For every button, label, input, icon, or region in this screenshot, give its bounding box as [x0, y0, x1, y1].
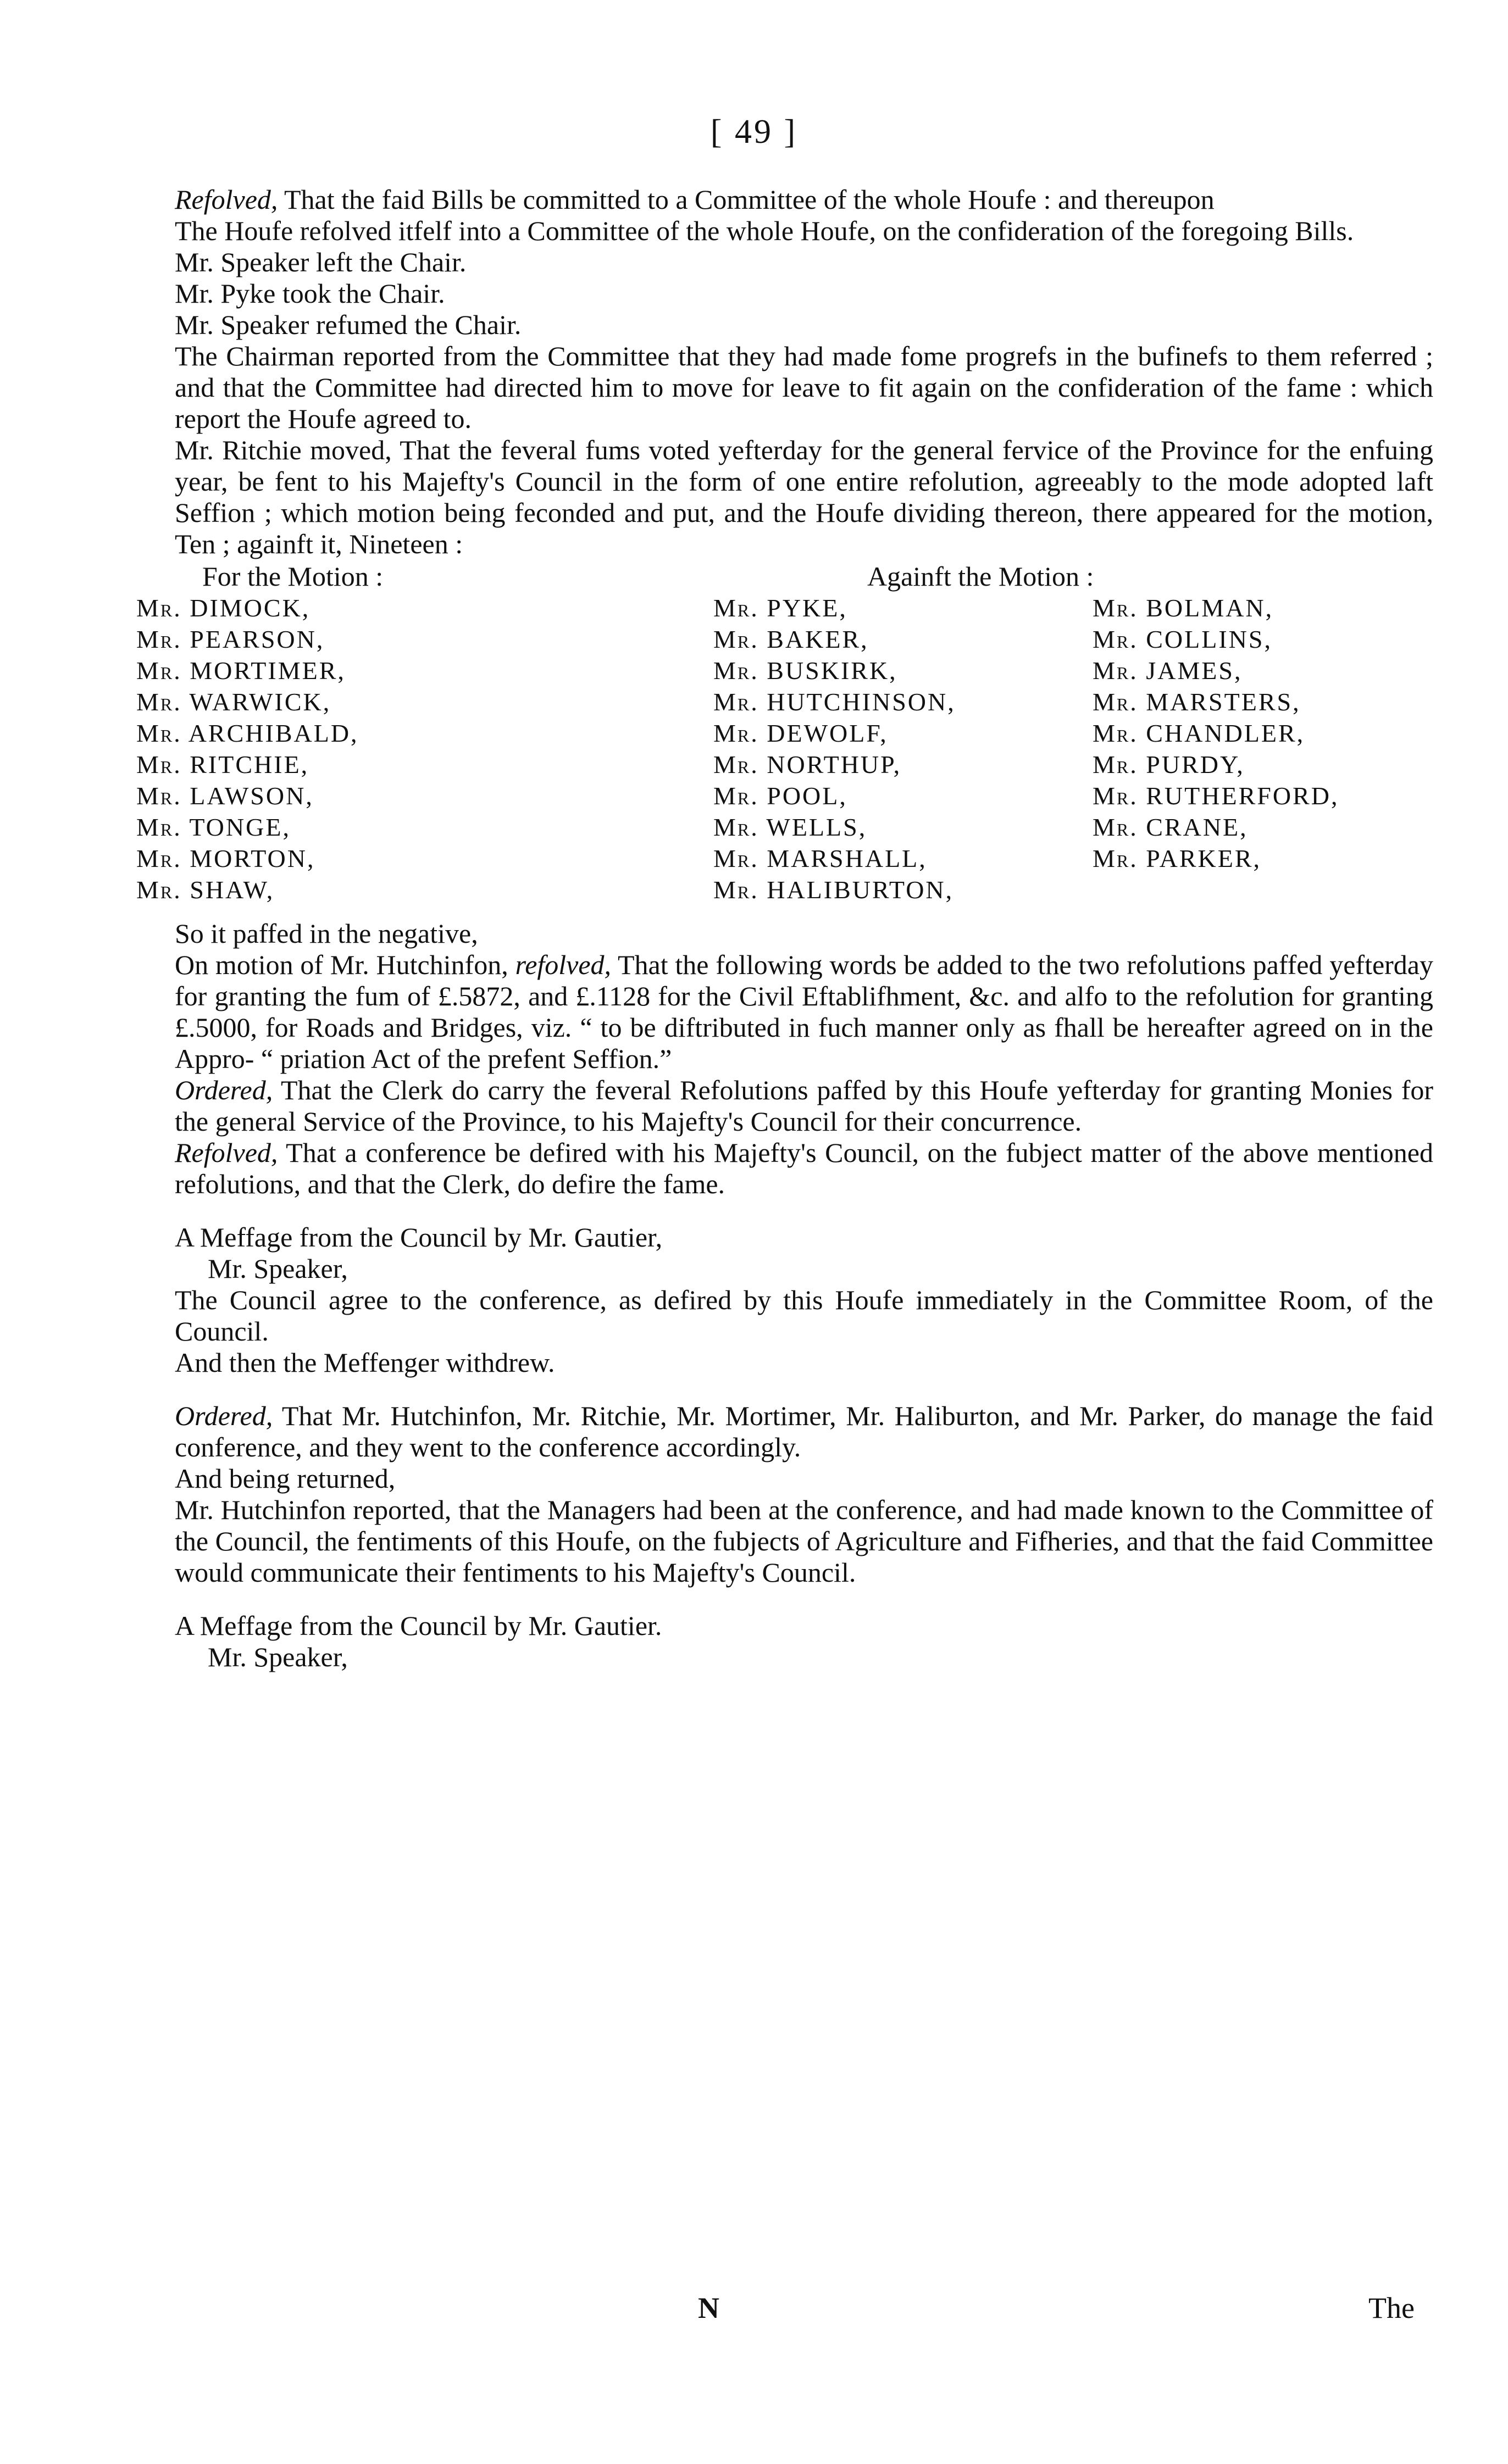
member-name: Mr. HALIBURTON, [713, 876, 954, 904]
paragraph [136, 1222, 1433, 1253]
member-name: Mr. WELLS, [713, 813, 867, 841]
member-name: Mr. WARWICK, [136, 688, 331, 716]
paragraph [136, 1284, 1433, 1347]
paragraph-text: Mr. Speaker left the Chair. [175, 247, 467, 277]
member-name: Mr. MARSTERS, [1093, 688, 1301, 716]
paragraph [136, 1253, 1433, 1284]
member-name: Mr. MARSHALL, [713, 844, 927, 872]
member-name: Mr. RUTHERFORD, [1093, 782, 1339, 810]
for-heading: For the Motion : [202, 561, 384, 592]
member-name: Mr. CRANE, [1093, 813, 1248, 841]
paragraph-text: That a conference be defired with his Majefty's Council, on the fubject matter of the above mentioned refolutions, and that the Clerk, do defire the fame. [175, 1137, 1433, 1199]
member-name: Mr. HUTCHINSON, [713, 688, 956, 716]
paragraph-text: That Mr. Hutchinfon, Mr. Ritchie, Mr. Mortimer, Mr. Haliburton, and Mr. Parker, do manage the faid conference, and they went to the conference accordingly. [175, 1400, 1433, 1462]
paragraph-emphasis: Refolved, [175, 1137, 278, 1168]
paragraph-text: Mr. Pyke took the Chair. [175, 278, 445, 309]
against-heading: Againft the Motion : [867, 561, 1094, 592]
paragraph-text: Mr. Speaker, [208, 1253, 348, 1284]
paragraph [136, 1137, 1433, 1200]
paragraph [136, 1347, 1433, 1378]
paragraph-text: Mr. Speaker refumed the Chair. [175, 309, 522, 340]
paragraph-text: That the Clerk do carry the feveral Refolutions paffed by this Houfe yefterday for granting Monies for the general Service of the Province, to his Majefty's Council for their concurrence. [175, 1075, 1433, 1137]
paragraph-text: And then the Meffenger withdrew. [175, 1347, 555, 1378]
member-name: Mr. RITCHIE, [136, 750, 309, 778]
paragraph-emphasis: Ordered, [175, 1075, 273, 1105]
paragraph-text: The Chairman reported from the Committee that they had made fome progrefs in the bufinefs to them referred ; and that the Committee had directed him to move for leave to fit again on the confideration of the fame : which report the Houfe agreed to. [175, 341, 1433, 434]
member-name: Mr. TONGE, [136, 813, 291, 841]
paragraph [136, 247, 1433, 278]
page-footer [0, 2291, 1508, 2329]
paragraph-text: That the following words be added to the two refolutions paffed yefterday for granting the fum of £.5872, and £.1128 for the Civil Eftablifhment, &c. and alfo to the refolution for granting £.5000, for Roads and Bridges, viz. “ to be diftributed in fuch manner only as fhall be hereafter agreed on in the Appro- “ priation Act of the prefent Seffion.” [175, 949, 1433, 1074]
paragraph-text: A Meffage from the Council by Mr. Gautier. [175, 1610, 662, 1641]
paragraph-text: And being returned, [175, 1463, 396, 1494]
member-name: Mr. CHANDLER, [1093, 719, 1305, 747]
member-name: Mr. PURDY, [1093, 750, 1245, 778]
member-name: Mr. JAMES, [1093, 657, 1243, 685]
paragraph [136, 1400, 1433, 1463]
paragraph-text: A Meffage from the Council by Mr. Gautier, [175, 1222, 663, 1253]
member-name: Mr. ARCHIBALD, [136, 719, 359, 747]
member-name: Mr. BUSKIRK, [713, 657, 897, 685]
body-text [136, 184, 1433, 1673]
paragraph [136, 1494, 1433, 1588]
paragraph-emphasis: Ordered, [175, 1400, 273, 1431]
page-number: [ 49 ] [710, 113, 798, 151]
paragraph-text: Mr. Speaker, [208, 1642, 348, 1672]
paragraph [136, 1610, 1433, 1642]
paragraph-text: The Houfe refolved itfelf into a Committee of the whole Houfe, on the confideration of the foregoing Bills. [175, 215, 1354, 246]
against-list-1 [713, 592, 956, 905]
member-name: Mr. PEARSON, [136, 625, 325, 653]
member-name: Mr. MORTON, [136, 844, 315, 872]
paragraph [136, 1642, 1433, 1673]
member-name: Mr. POOL, [713, 782, 847, 810]
paragraph [136, 1463, 1433, 1494]
catchword: The [1368, 2291, 1415, 2324]
signature-mark: N [698, 2291, 719, 2324]
member-name: Mr. PYKE, [713, 594, 847, 622]
paragraph [136, 215, 1433, 247]
paragraph [136, 918, 1433, 949]
paragraph [136, 949, 1433, 1075]
member-name: Mr. BAKER, [713, 625, 869, 653]
member-name: Mr. PARKER, [1093, 844, 1262, 872]
paragraph-text: That the faid Bills be committed to a Committee of the whole Houfe : and thereupon [278, 184, 1215, 215]
paragraph-text: Mr. Hutchinfon reported, that the Managers had been at the conference, and had made known to the Committee of the Council, the fentiments of this Houfe, on the fubjects of Agriculture and Fifheries, and that the faid Committee would communicate their fentiments to his Majefty's Council. [175, 1494, 1433, 1588]
for-list [136, 592, 359, 905]
paragraph-text: So it paffed in the negative, [175, 918, 478, 949]
against-list-2 [1093, 592, 1339, 874]
paragraph-emphasis: Refolved, [175, 184, 278, 215]
paragraph [136, 435, 1433, 560]
paragraph-text: The Council agree to the conference, as defired by this Houfe immediately in the Committee Room, of the Council. [175, 1284, 1433, 1347]
member-name: Mr. SHAW, [136, 876, 275, 904]
member-name: Mr. NORTHUP, [713, 750, 902, 778]
member-name: Mr. COLLINS, [1093, 625, 1272, 653]
division-list [136, 561, 1433, 918]
member-name: Mr. BOLMAN, [1093, 594, 1274, 622]
paragraph [136, 341, 1433, 435]
paragraph [136, 1075, 1433, 1137]
paragraph [136, 184, 1433, 215]
paragraph-emphasis: refolved, [515, 949, 612, 980]
member-name: Mr. LAWSON, [136, 782, 314, 810]
paragraph [136, 309, 1433, 341]
member-name: Mr. DEWOLF, [713, 719, 888, 747]
paragraph [136, 278, 1433, 309]
member-name: Mr. DIMOCK, [136, 594, 311, 622]
paragraph-prefix: On motion of Mr. Hutchinfon, [175, 949, 515, 980]
member-name: Mr. MORTIMER, [136, 657, 346, 685]
paragraph-text: Mr. Ritchie moved, That the feveral fums voted yefterday for the general fervice of the Province for the enfuing year, be fent to his Majefty's Council in the form of one entire refolution, agreeably to the mode adopted laft Seffion ; which motion being feconded and put, and the Houfe dividing thereon, there appeared for the motion, Ten ; againft it, Nineteen : [175, 435, 1433, 559]
